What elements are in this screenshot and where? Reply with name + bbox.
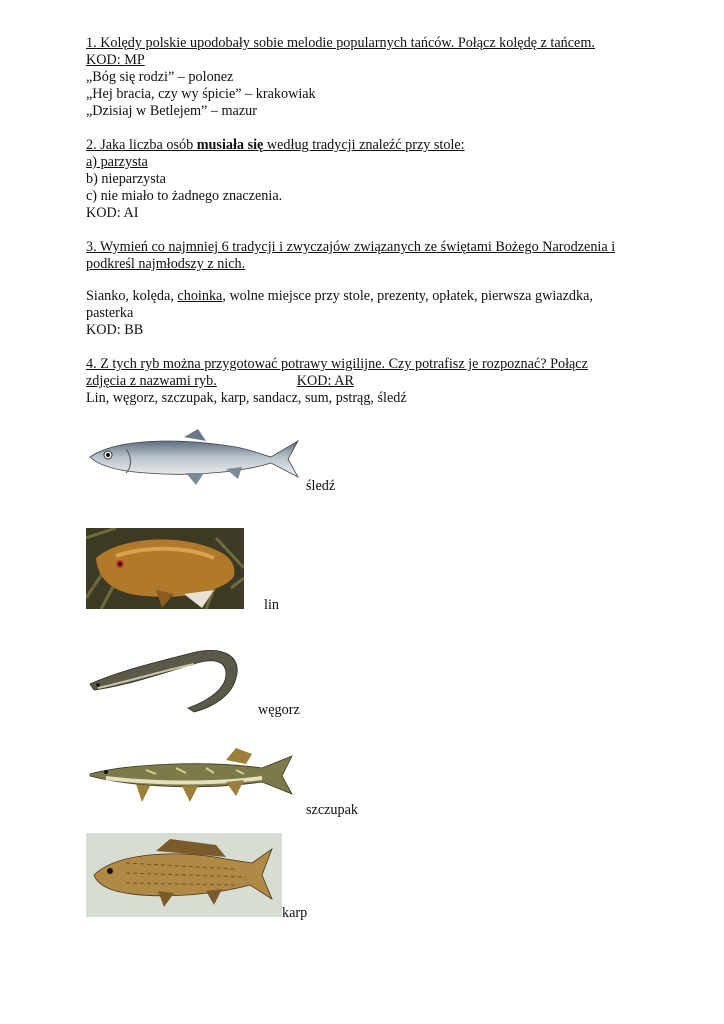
q2-option-a: a) parzysta bbox=[86, 154, 148, 170]
q4-code: KOD: AR bbox=[296, 373, 354, 389]
q3-answer-underlined: choinka bbox=[177, 288, 223, 304]
q1-title: 1. Kolędy polskie upodobały sobie melodie popularnych tańców. Połącz kolędę z tańcem. bbox=[86, 35, 595, 51]
q3-answer-line2: pasterka bbox=[86, 305, 134, 321]
q3-answer bbox=[86, 288, 593, 305]
q3-title-line1: 3. Wymień co najmniej 6 tradycji i zwyczajów związanych ze świętami Bożego Narodzenia i bbox=[86, 239, 616, 255]
tench-photo bbox=[86, 528, 244, 609]
herring-image bbox=[86, 427, 302, 489]
q2-title bbox=[86, 137, 465, 154]
q1-code: KOD: MP bbox=[86, 52, 145, 68]
q2-option-c: c) nie miało to żadnego znaczenia. bbox=[86, 188, 283, 204]
fish-label-carp: karp bbox=[282, 905, 308, 921]
fish-label-herring: śledź bbox=[306, 478, 336, 494]
q4-title-line2 bbox=[86, 373, 354, 390]
eel-image bbox=[86, 644, 242, 716]
pike-image bbox=[86, 746, 300, 804]
q3-title-line2: podkreśl najmłodszy z nich. bbox=[86, 256, 246, 272]
q2-title-post: według tradycji znaleźć przy stole: bbox=[263, 137, 465, 153]
fish-label-eel: węgorz bbox=[258, 702, 300, 718]
q4-title-line1: 4. Z tych ryb można przygotować potrawy wigilijne. Czy potrafisz je rozpoznać? Połącz bbox=[86, 356, 588, 372]
q2-option-b: b) nieparzysta bbox=[86, 171, 166, 187]
q1-answer-1: „Bóg się rodzi” – polonez bbox=[86, 69, 234, 85]
q2-code: KOD: AI bbox=[86, 205, 139, 221]
q3-answer-post: , wolne miejsce przy stole, prezenty, opłatek, pierwsza gwiazdka, bbox=[222, 288, 593, 304]
q1-answer-3: „Dzisiaj w Betlejem” – mazur bbox=[86, 103, 257, 119]
q3-code: KOD: BB bbox=[86, 322, 144, 338]
q2-title-pre: 2. Jaka liczba osób bbox=[86, 137, 197, 153]
q2-title-bold: musiała się bbox=[196, 137, 264, 153]
fish-label-pike: szczupak bbox=[306, 802, 358, 818]
fish-label-tench: lin bbox=[264, 597, 279, 613]
q1-answer-2: „Hej bracia, czy wy śpicie” – krakowiak bbox=[86, 86, 316, 102]
q4-title-line2-text: zdjęcia z nazwami ryb. bbox=[86, 373, 217, 389]
carp-image bbox=[86, 833, 282, 917]
q3-answer-pre: Sianko, kolęda, bbox=[86, 288, 178, 304]
q4-fish-list: Lin, węgorz, szczupak, karp, sandacz, sum, pstrąg, śledź bbox=[86, 390, 407, 406]
